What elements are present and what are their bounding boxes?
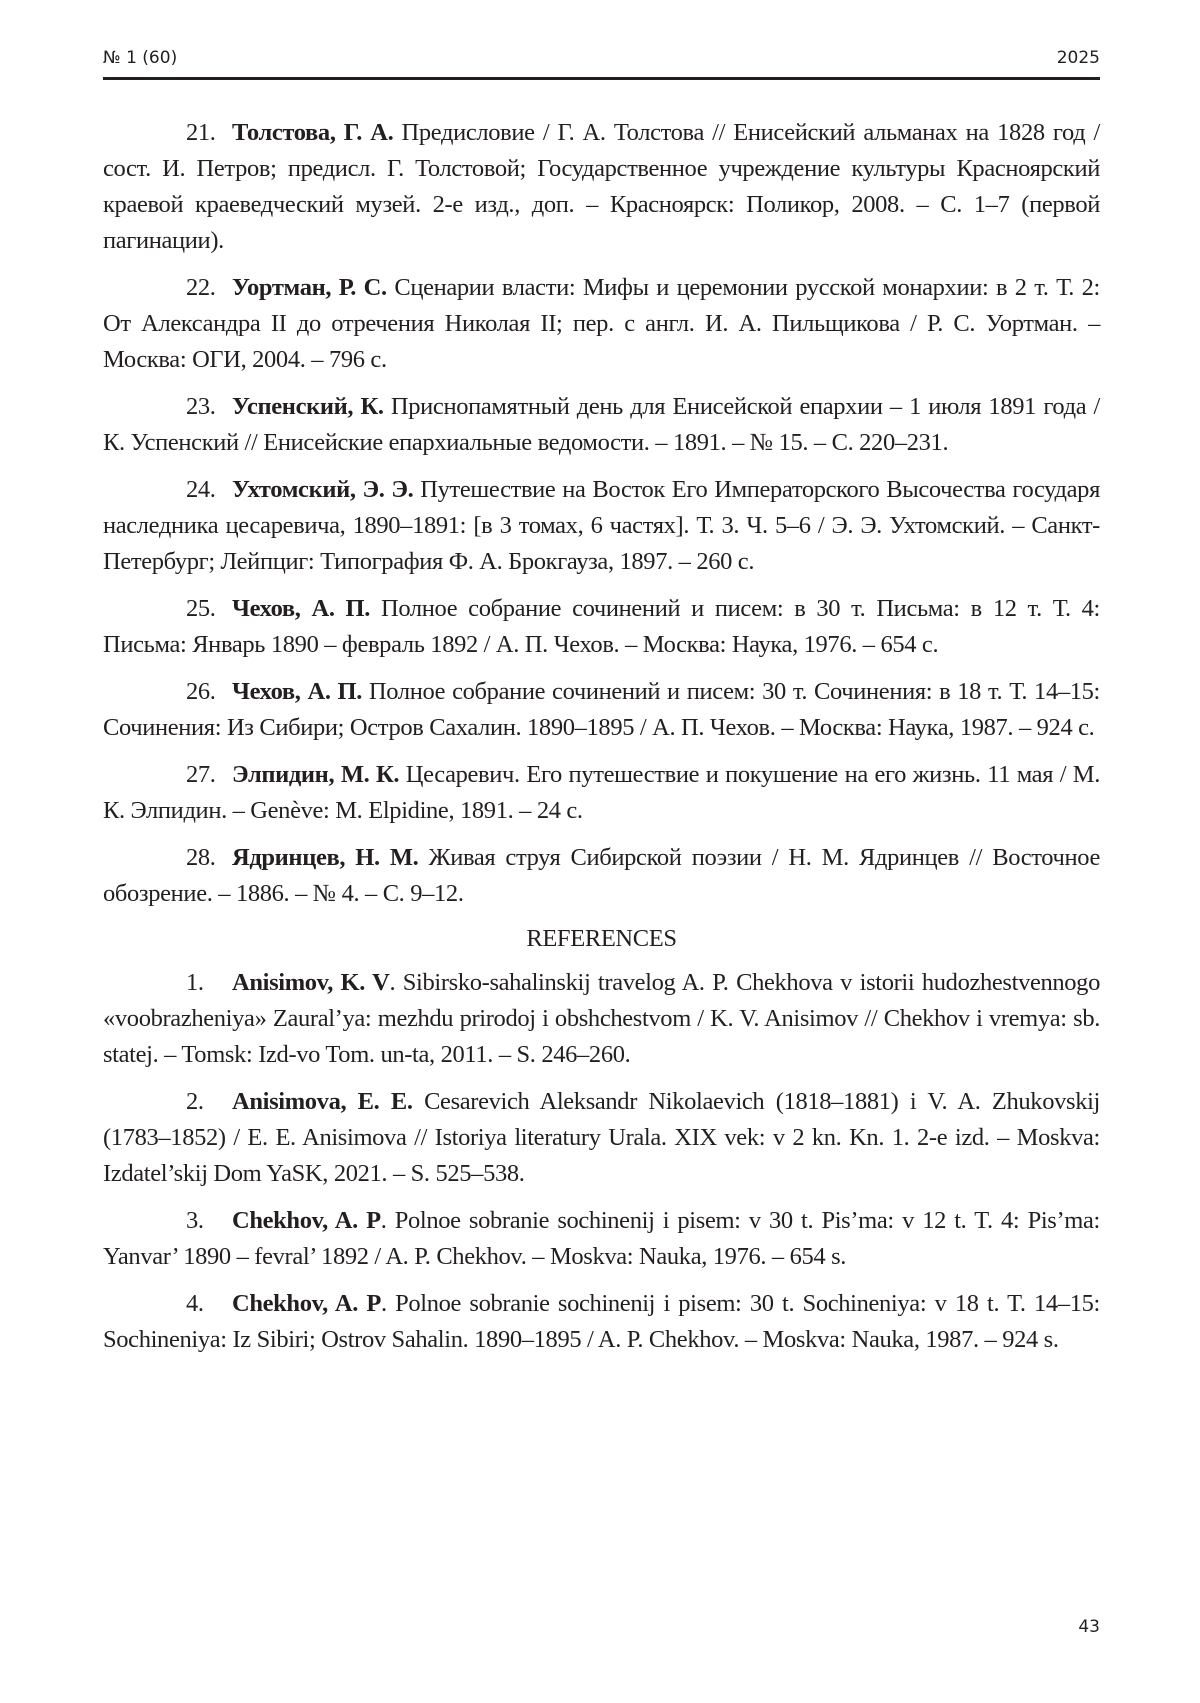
entry-text: Путешествие на Восток Его Императорского Высочества государя наследника цесаревича, 1890–1891: [в 3 томах, 6 частях]. Т. 3. Ч. 5–6 / Э. Э. Ухтомский. – Санкт-Петербург; Лейпциг: Типография Ф. А. Брокгауза, 1897. – 260 с.: [103, 476, 1101, 575]
entry-author: Успенский, К.: [232, 393, 384, 420]
reference-entry: [103, 115, 1100, 259]
entry-text: Полное собрание сочинений и писем: в 30 т. Письма: в 12 т. Т. 4: Письма: Январь 1890 – февраль 1892 / А. П. Чехов. – Москва: Наука, 1976. – 654 с.: [103, 595, 1101, 658]
reference-entry: [103, 757, 1100, 829]
entry-author: Толстова, Г. А.: [232, 119, 394, 146]
references-heading: REFERENCES: [526, 925, 677, 952]
entry-number: 3.: [186, 1207, 204, 1234]
year: 2025: [1056, 48, 1100, 68]
entry-number: 2.: [186, 1088, 204, 1115]
entry-author: Ядринцев, Н. М.: [232, 844, 419, 871]
header-rule: [103, 77, 1100, 80]
entry-text: Полное собрание сочинений и писем: 30 т. Сочинения: в 18 т. Т. 14–15: Сочинения: Из Сибири; Остров Сахалин. 1890–1895 / А. П. Чехов. – Москва: Наука, 1987. – 924 с.: [103, 678, 1100, 741]
issue-number: № 1 (60): [103, 48, 178, 68]
reference-entry: [103, 840, 1100, 912]
entry-text: Приснопамятный день для Енисейской епархии – 1 июля 1891 года / К. Успенский // Енисейские епархиальные ведомости. – 1891. – № 15. – С. 220–231.: [103, 393, 1100, 456]
entry-author: Chekhov, A. P: [232, 1207, 381, 1234]
entry-number: 4.: [186, 1290, 204, 1317]
reference-entry: [103, 674, 1100, 746]
entry-text: . Polnoe sobranie sochinenij i pisem: v 30 t. Pis’ma: v 12 t. T. 4: Pis’ma: Yanvar’ 1890 – fevral’ 1892 / A. P. Chekhov. – Moskva: Nauka, 1976. – 654 s.: [103, 1207, 1100, 1270]
entry-number: 26.: [186, 678, 216, 705]
entry-number: 22.: [186, 274, 216, 301]
reference-entry: [103, 1286, 1100, 1358]
bibliography: [103, 115, 1100, 1369]
entry-number: 23.: [186, 393, 216, 420]
entry-number: 28.: [186, 844, 216, 871]
reference-entry: [103, 1084, 1100, 1192]
entry-number: 25.: [186, 595, 216, 622]
reference-entry: [103, 270, 1100, 378]
reference-entry: [103, 389, 1100, 461]
reference-entry: [103, 591, 1100, 663]
entry-text: Предисловие / Г. А. Толстова // Енисейский альманах на 1828 год / сост. И. Петров; предисл. Г. Толстовой; Государственное учреждение культуры Красноярский краевой краеведческий музей. 2-е изд., доп. – Красноярск: Поликор, 2008. – С. 1–7 (первой пагинации).: [103, 119, 1100, 254]
transliterated-references-list: [103, 965, 1100, 1358]
reference-entry: [103, 965, 1100, 1073]
entry-number: 21.: [186, 119, 216, 146]
entry-number: 24.: [186, 476, 216, 503]
entry-author: Anisimova, E. E.: [232, 1088, 413, 1115]
entry-text: . Sibirsko-sahalinskij travelog A. P. Chekhova v istorii hudozhestvennogo «voobrazheniya» Zaural’ya: mezhdu prirodoj i obshchestvom / K. V. Anisimov // Chekhov i vremya: sb. statej. – Tomsk: Izd-vo Tom. un-ta, 2011. – S. 246–260.: [103, 969, 1100, 1068]
entry-author: Anisimov, K. V: [232, 969, 390, 996]
entry-author: Chekhov, A. P: [232, 1290, 381, 1317]
entry-text: Сценарии власти: Мифы и церемонии русской монархии: в 2 т. Т. 2: От Александра II до отречения Николая II; пер. с англ. И. А. Пильщикова / Р. С. Уортман. – Москва: ОГИ, 2004. – 796 с.: [103, 274, 1101, 373]
entry-author: Ухтомский, Э. Э.: [232, 476, 414, 503]
entry-text: Живая струя Сибирской поэзии / Н. М. Ядринцев // Восточное обозрение. – 1886. – № 4. – С. 9–12.: [103, 844, 1100, 907]
reference-entry: [103, 472, 1100, 580]
entry-author: Чехов, А. П.: [232, 595, 371, 622]
entry-number: 27.: [186, 761, 216, 788]
entry-text: . Polnoe sobranie sochinenij i pisem: 30 t. Sochineniya: v 18 t. T. 14–15: Sochineniya: Iz Sibiri; Ostrov Sahalin. 1890–1895 / A. P. Chekhov. – Moskva: Nauka, 1987. – 924 s.: [103, 1290, 1100, 1353]
entry-text: Cesarevich Aleksandr Nikolaevich (1818–1881) i V. A. Zhukovskij (1783–1852) / E. E. Anisimova // Istoriya literatury Urala. XIX vek: v 2 kn. Kn. 1. 2-e izd. – Moskva: Izdatel’skij Dom YaSK, 2021. – S. 525–538.: [103, 1088, 1101, 1187]
entry-author: Уортман, Р. С.: [232, 274, 387, 301]
entry-text: Цесаревич. Его путешествие и покушение на его жизнь. 11 мая / М. К. Элпидин. – Genève: M. Elpidine, 1891. – 24 с.: [103, 761, 1100, 824]
page-number: 43: [1078, 1617, 1100, 1637]
russian-references-list: [103, 115, 1100, 912]
reference-entry: [103, 1203, 1100, 1275]
entry-author: Чехов, А. П.: [232, 678, 363, 705]
entry-number: 1.: [186, 969, 204, 996]
running-header: [103, 46, 1100, 76]
entry-author: Элпидин, М. К.: [232, 761, 400, 788]
